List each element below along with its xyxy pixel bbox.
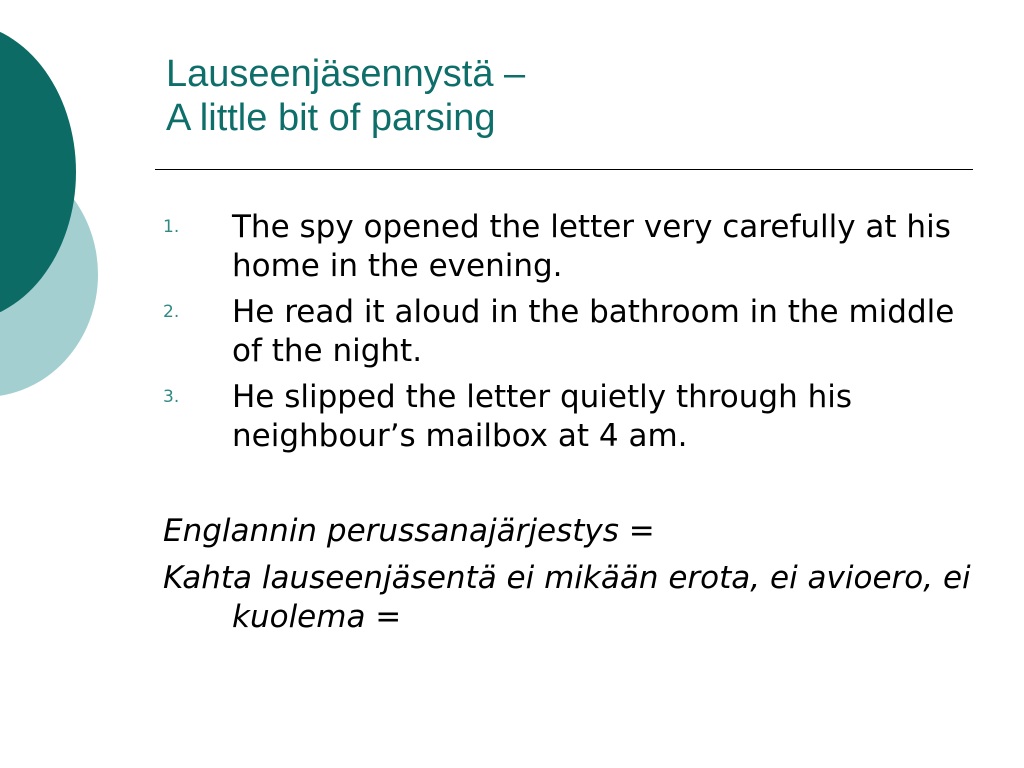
list-text: The spy opened the letter very carefully at his home in the evening. — [232, 209, 951, 284]
list-item — [163, 208, 973, 286]
example-sentences-list — [163, 208, 973, 463]
list-number: 1. — [163, 217, 180, 237]
list-text: He slipped the letter quietly through his neighbour’s mailbox at 4 am. — [232, 379, 853, 454]
title-line-2: A little bit of parsing — [166, 97, 496, 139]
list-item — [163, 293, 973, 371]
paragraph-word-order: Englannin perussanajärjestys = — [163, 513, 655, 549]
title-divider — [155, 169, 973, 170]
list-number: 3. — [163, 387, 180, 407]
list-item — [163, 378, 973, 456]
title-line-1: Lauseenjäsennystä – — [166, 53, 526, 95]
paragraph-inseparable: Kahta lauseenjäsentä ei mikään erota, ei avioero, ei kuolema = — [163, 560, 971, 635]
list-text: He read it aloud in the bathroom in the middle of the night. — [232, 294, 955, 369]
list-number: 2. — [163, 302, 180, 322]
slide-title — [166, 52, 966, 140]
